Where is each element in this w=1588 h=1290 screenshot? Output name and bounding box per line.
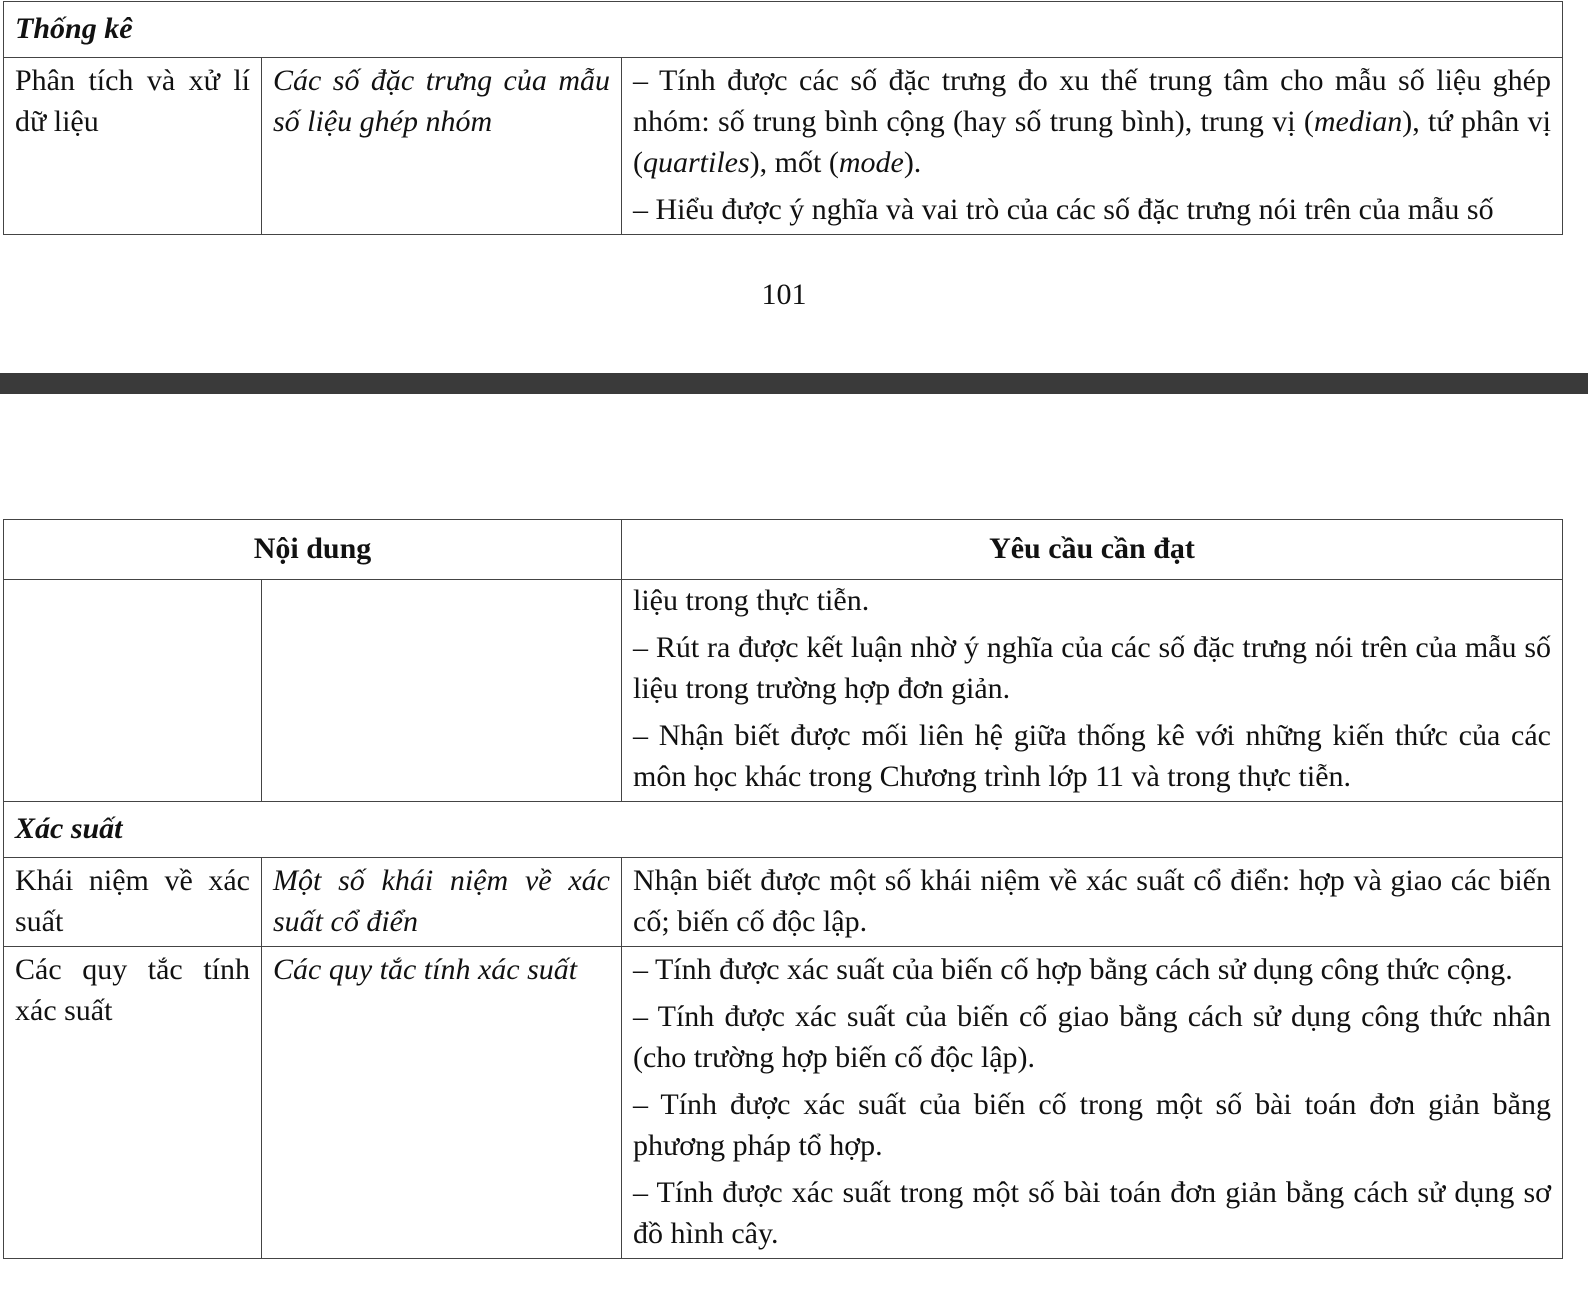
topic-cell: Các quy tắc tính xác suất: [4, 947, 262, 1259]
curriculum-table-top: [3, 1, 1563, 235]
requirement-item: – Tính được các số đặc trưng đo xu thế trung tâm cho mẫu số liệu ghép nhóm: số trung bình cộng (hay số trung bình), trung vị (median), tứ phân vị (quartiles), mốt (mode).: [633, 64, 1551, 179]
requirement-item: – Tính được xác suất của biến cố giao bằng cách sử dụng công thức nhân (cho trường hợp biến cố độc lập).: [633, 1000, 1551, 1074]
content-cell: Một số khái niệm về xác suất cổ điển: [262, 858, 622, 947]
table-row: [4, 858, 1563, 947]
section-title-probability: Xác suất: [4, 802, 1563, 858]
requirement-item: – Tính được xác suất của biến cố hợp bằng cách sử dụng công thức cộng.: [633, 953, 1513, 986]
topic-cell: Phân tích và xử lí dữ liệu: [4, 58, 262, 235]
requirements-cell: [622, 580, 1563, 802]
requirement-item: – Nhận biết được mối liên hệ giữa thống kê với những kiến thức của các môn học khác trong Chương trình lớp 11 và trong thực tiễn.: [633, 719, 1551, 793]
requirement-item: – Rút ra được kết luận nhờ ý nghĩa của các số đặc trưng nói trên của mẫu số liệu trong trường hợp đơn giản.: [633, 631, 1551, 705]
page-cut-edge: [0, 1268, 1588, 1290]
requirement-item: – Tính được xác suất trong một số bài toán đơn giản bằng cách sử dụng sơ đồ hình cây.: [633, 1176, 1551, 1250]
header-content: Nội dung: [4, 520, 622, 580]
table-row: [4, 58, 1563, 235]
section-row-statistics: [4, 2, 1563, 58]
table-row-continuation: [4, 580, 1563, 802]
page-break-bar: [0, 373, 1588, 394]
requirements-cell: [622, 58, 1563, 235]
requirements-cell: [622, 947, 1563, 1259]
curriculum-table-bottom: [3, 519, 1563, 1259]
requirement-item: – Hiểu được ý nghĩa và vai trò của các số đặc trưng nói trên của mẫu số: [633, 193, 1494, 226]
topic-cell: Khái niệm về xác suất: [4, 858, 262, 947]
section-row-probability: [4, 802, 1563, 858]
table-header-row: [4, 520, 1563, 580]
content-cell-empty: [262, 580, 622, 802]
section-title-statistics: Thống kê: [4, 2, 1563, 58]
table-row: [4, 947, 1563, 1259]
requirement-item: – Tính được xác suất của biến cố trong một số bài toán đơn giản bằng phương pháp tổ hợp.: [633, 1088, 1551, 1162]
header-requirements: Yêu cầu cần đạt: [622, 520, 1563, 580]
page-number: 101: [761, 278, 807, 311]
requirement-item: liệu trong thực tiễn.: [633, 584, 870, 617]
topic-cell-empty: [4, 580, 262, 802]
content-cell: Các số đặc trưng của mẫu số liệu ghép nhóm: [262, 58, 622, 235]
requirements-cell: [622, 858, 1563, 947]
requirement-item: Nhận biết được một số khái niệm về xác suất cổ điển: hợp và giao các biến cố; biến cố độc lập.: [633, 864, 1551, 938]
content-cell: Các quy tắc tính xác suất: [262, 947, 622, 1259]
